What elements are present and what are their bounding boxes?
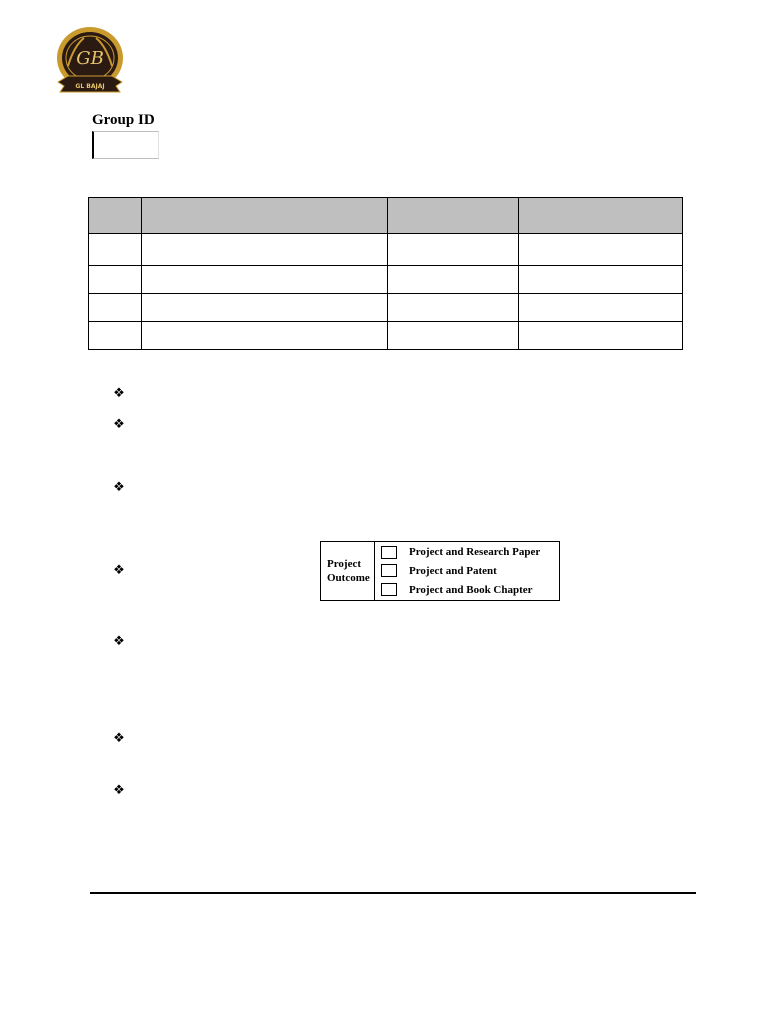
table-row	[89, 266, 683, 294]
table-cell[interactable]	[142, 322, 388, 350]
table-cell[interactable]	[142, 234, 388, 266]
group-id-field[interactable]	[92, 131, 159, 159]
svg-text:GB: GB	[76, 48, 104, 69]
table-cell[interactable]	[142, 266, 388, 294]
table-header-cell	[89, 198, 142, 234]
diamond-bullet-icon: ❖	[113, 633, 125, 648]
table-cell[interactable]	[388, 294, 519, 322]
table-row	[89, 322, 683, 350]
members-table	[88, 197, 683, 350]
table-header-cell	[519, 198, 683, 234]
outcome-option-patent[interactable]: Project and Patent	[381, 562, 559, 580]
table-header-cell	[388, 198, 519, 234]
table-cell[interactable]	[89, 234, 142, 266]
diamond-bullet-icon: ❖	[113, 562, 125, 577]
diamond-bullet-icon: ❖	[113, 416, 125, 431]
table-header-row	[89, 198, 683, 234]
table-cell[interactable]	[388, 266, 519, 294]
table-cell[interactable]	[89, 266, 142, 294]
project-outcome-label: Project Outcome	[321, 542, 375, 600]
checkbox[interactable]	[381, 546, 397, 559]
group-id-label: Group ID	[92, 112, 155, 128]
project-outcome-box	[320, 541, 560, 601]
diamond-bullet-icon: ❖	[113, 782, 125, 797]
table-cell[interactable]	[388, 234, 519, 266]
footer-divider	[90, 892, 696, 894]
checkbox[interactable]	[381, 583, 397, 596]
table-cell[interactable]	[519, 234, 683, 266]
table-cell[interactable]	[89, 294, 142, 322]
outcome-option-research-paper[interactable]: Project and Research Paper	[381, 543, 559, 561]
table-cell[interactable]	[519, 294, 683, 322]
svg-text:GL BAJAJ: GL BAJAJ	[75, 83, 105, 90]
table-cell[interactable]	[142, 294, 388, 322]
table-cell[interactable]	[388, 322, 519, 350]
table-cell[interactable]	[89, 322, 142, 350]
diamond-bullet-icon: ❖	[113, 385, 125, 400]
diamond-bullet-icon: ❖	[113, 479, 125, 494]
diamond-bullet-icon: ❖	[113, 730, 125, 745]
institution-logo-icon	[54, 26, 126, 98]
table-row	[89, 234, 683, 266]
table-cell[interactable]	[519, 266, 683, 294]
table-header-cell	[142, 198, 388, 234]
table-row	[89, 294, 683, 322]
table-cell[interactable]	[519, 322, 683, 350]
project-outcome-options	[375, 542, 559, 600]
outcome-option-book-chapter[interactable]: Project and Book Chapter	[381, 581, 559, 599]
checkbox[interactable]	[381, 564, 397, 577]
